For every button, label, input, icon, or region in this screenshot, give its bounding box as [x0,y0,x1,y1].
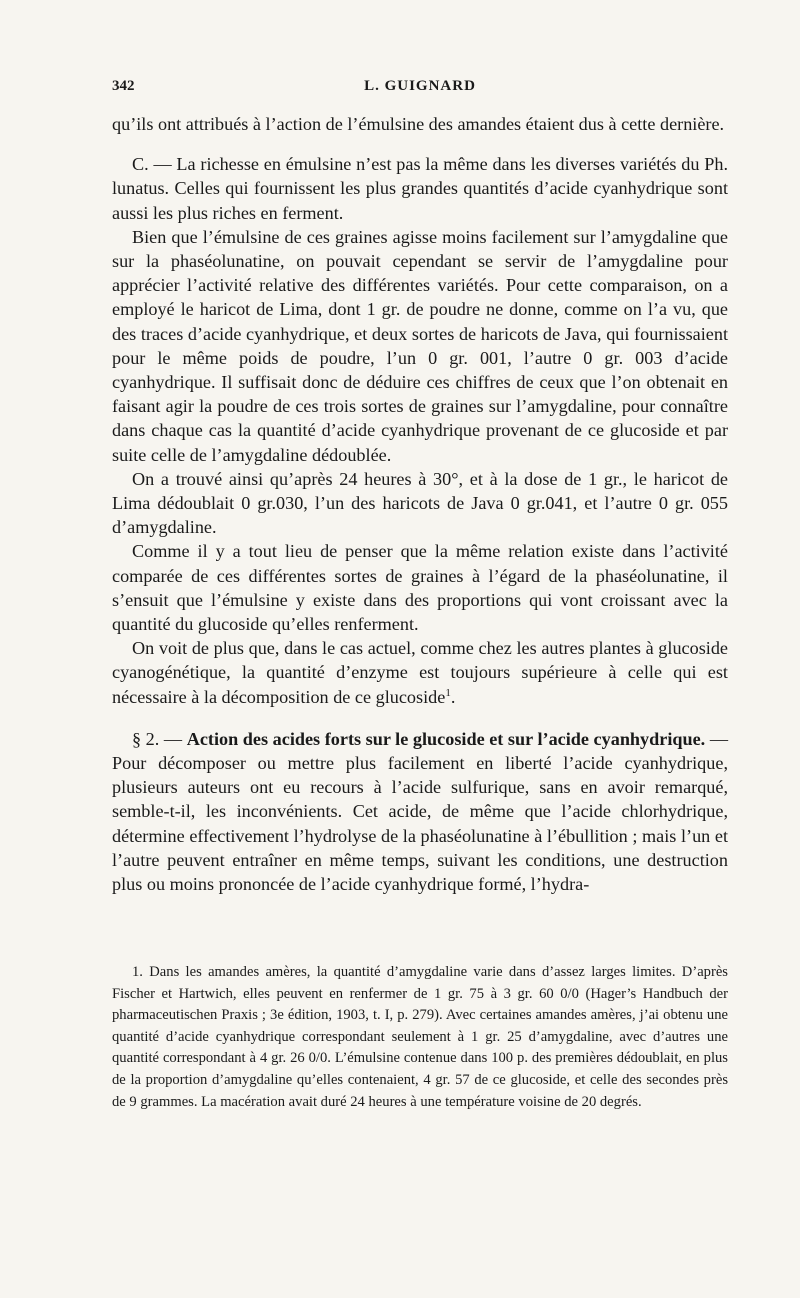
page-number: 342 [112,78,135,94]
paragraph-section-2 [112,727,728,896]
footnote-reference: 1 [445,686,451,699]
page-header [112,78,728,102]
paragraph-continuation: qu’ils ont attribués à l’action de l’émulsine des amandes étaient dus à cette dernière. [112,114,725,134]
paragraph-c-emulsine: C. — La richesse en émulsine n’est pas la même dans les diverses variétés du Ph. lunatus. Celles qui fournissent les plus grandes quantités d’acide cyanhydrique sont aussi les plus riches en ferment. [112,154,728,223]
footnote-1: 1. Dans les amandes amères, la quantité d’amygdaline varie dans d’assez larges limites. D’après Fischer et Hartwich, elles peuvent en renfermer de 1 gr. 75 à 3 gr. 60 0/0 (Hager’s Handbuch der pharmaceutischen Praxis ; 3e édition, 1903, t. I, p. 279). Avec certaines amandes amères, j’ai obtenu une quantité d’acide cyanhydrique correspondant seulement à 1 gr. 25 d’amygdaline, avec d’autres une quantité correspondant à 4 gr. 26 0/0. L’émulsine contenue dans 100 p. des premières dédoublait, en plus de la proportion d’amygdaline qu’elles contenaient, 4 gr. 57 de ce glucoside, et celle des secondes près de 9 grammes. La macération avait duré 24 heures à une température voisine de 20 degrés. [112,964,728,1110]
paragraph-relation: Comme il y a tout lieu de penser que la même relation existe dans l’activité comparée de ces différentes sortes de graines à l’égard de la phaséolunatine, il s’ensuit que l’émulsine y existe dans des proportions qui vont croissant avec la quantité du glucoside qu’elles renferment. [112,541,728,635]
running-head-author: L. GUIGNARD [364,78,476,94]
paragraph-results: On a trouvé ainsi qu’après 24 heures à 30°, et à la dose de 1 gr., le haricot de Lima dédoublait 0 gr.030, l’un des haricots de Java 0 gr.041, et l’autre 0 gr. 055 d’amygdaline. [112,468,728,538]
paragraph-comparison: Bien que l’émulsine de ces graines agisse moins facilement sur l’amygdaline que sur la phaséolunatine, on pouvait cependant se servir de l’amygdaline pour apprécier l’activité relative des différentes variétés. Pour cette comparaison, on a employé le haricot de Lima, dont 1 gr. de poudre ne donne, comme on l’a vu, que des traces d’acide cyanhydrique, et deux sortes de haricots de Java, qui fournissaient pour le même poids de poudre, l’un 0 gr. 001, l’autre 0 gr. 003 d’acide cyanhydrique. Il suffisait donc de déduire ces chiffres de ceux que l’on obtenait en faisant agir la poudre de ces trois sortes de graines sur l’amygdaline, pour connaître dans chaque cas la quantité d’acide cyanhydrique provenant de ce glucoside et par suite celle de l’amygdaline dédoublée. [112,226,728,465]
section-number: § 2. — [132,728,187,749]
main-text [112,112,728,896]
paragraph-enzyme: On voit de plus que, dans le cas actuel, comme chez les autres plantes à glucoside cyanogénétique, la quantité d’enzyme est toujours supérieure à celle qui est nécessaire à la décomposition de ce glucoside$^1$. [112,638,728,707]
footnotes [112,962,728,1113]
paragraph-enzyme-text: On voit de plus que, dans le cas actuel, comme chez les autres plantes à glucoside cyanogénétique, la quantité d’enzyme est toujours supérieure à celle qui est nécessaire à la décomposition de ce glucoside [112,638,728,707]
section-heading: Action des acides forts sur le glucoside et sur l’acide cyanhydrique. [186,728,706,749]
section-text: — Pour décomposer ou mettre plus facilement en liberté l’acide cyanhydrique, plusieurs auteurs ont eu recours à l’acide sulfurique, sans en avoir remarqué, semble-t-il, les inconvénients. Cet acide, de même que l’acide chlorhydrique, détermine effectivement l’hydrolyse de la phaséolunatine à l’ébullition ; mais l’un et l’autre peuvent entraîner en même temps, suivant les conditions, une destruction plus ou moins prononcée de l’acide cyanhydrique formé, l’hydra- [112,728,729,895]
